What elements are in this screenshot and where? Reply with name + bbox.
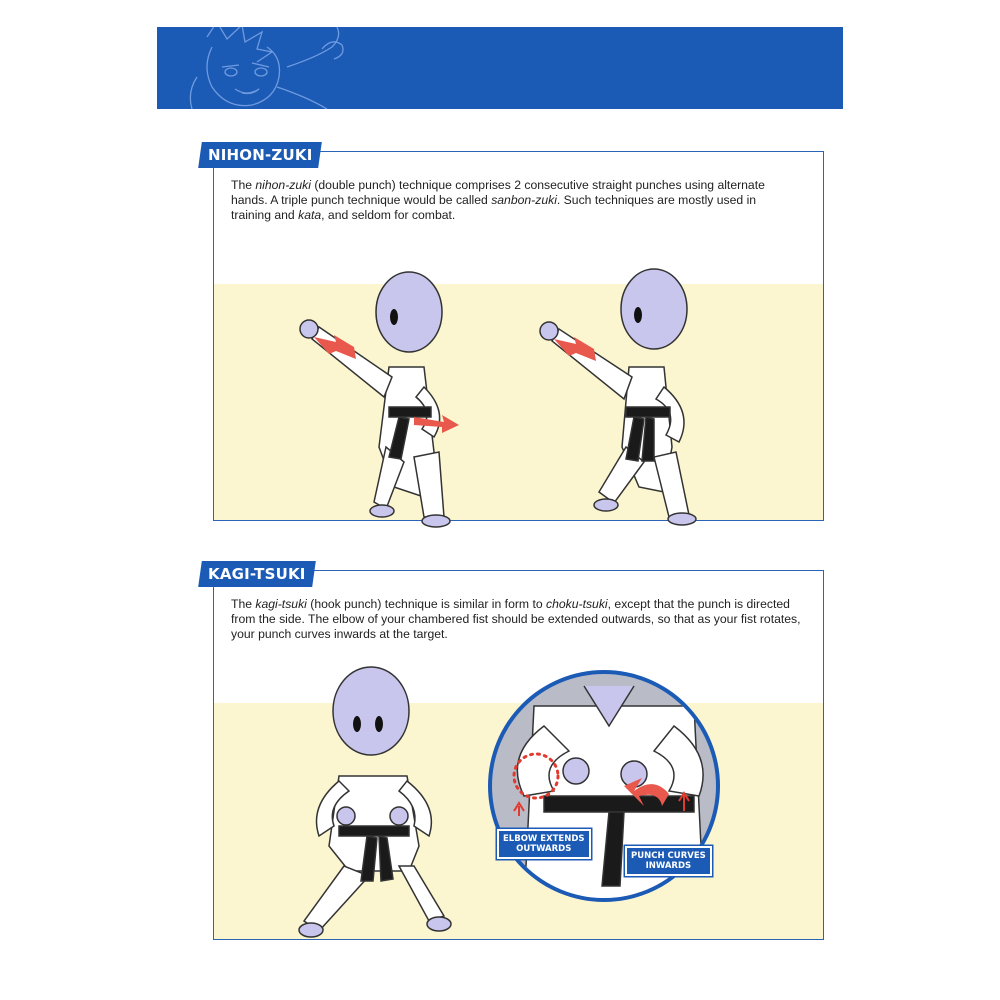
karateka-punch-figure-1 xyxy=(274,247,474,537)
nihon-zuki-description: The nihon-zuki (double punch) technique comprises 2 consecutive straight punches using alternate hands. A triple punch technique would be called sanbon-zuki. Such techniques are mostly used in training and kata, and seldom for combat. xyxy=(231,178,765,222)
header-banner xyxy=(157,27,843,109)
section-title-kagi-tsuki: KAGI-TSUKI xyxy=(198,561,315,587)
karateka-stance-figure xyxy=(289,666,479,941)
section-title-nihon-zuki: NIHON-ZUKI xyxy=(198,142,322,168)
manga-hero-illustration-icon xyxy=(157,27,843,109)
nihon-zuki-section xyxy=(213,151,824,521)
elbow-callout: ELBOW EXTENDS OUTWARDS xyxy=(497,829,591,859)
karateka-punch-figure-2 xyxy=(514,247,714,537)
punch-callout: PUNCH CURVES INWARDS xyxy=(625,846,712,876)
kagi-tsuki-description: The kagi-tsuki (hook punch) technique is similar in form to choku-tsuki, except that the punch is directed from the side. The elbow of your chambered fist should be extended outwards, so that as your fist rotates, your punch curves inwards at the target. xyxy=(231,597,801,641)
kagi-tsuki-section xyxy=(213,570,824,940)
